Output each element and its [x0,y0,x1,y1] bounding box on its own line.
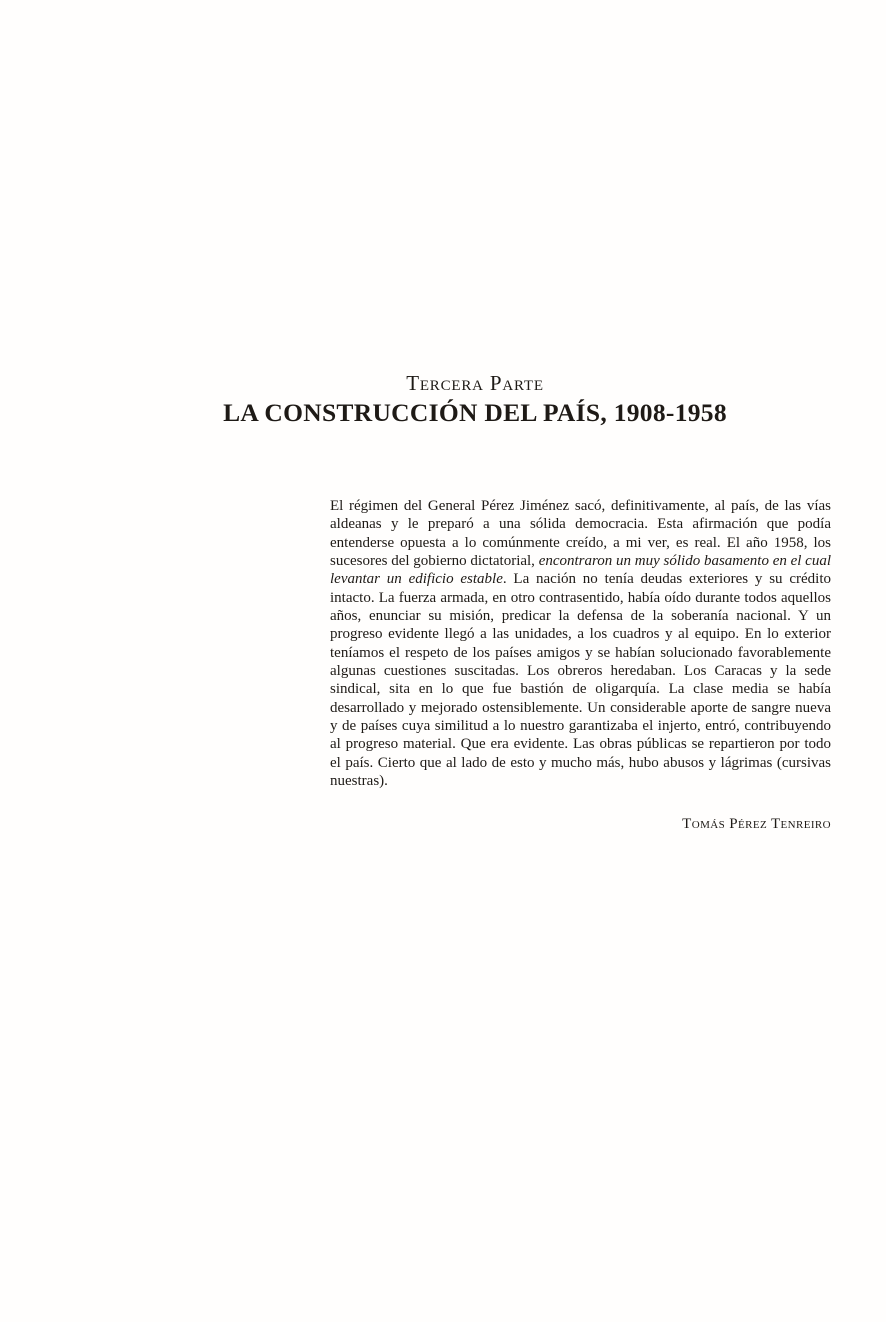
page-title: LA CONSTRUCCIÓN DEL PAÍS, 1908-1958 [223,398,727,427]
epigraph-segment-italic: encontraron un muy sólido basamento en el cual levantar un edificio estable [330,553,832,588]
epigraph-attribution: Tomás Pérez Tenreiro [682,815,831,832]
epigraph-text [330,497,831,791]
epigraph [330,497,831,833]
epigraph-segment-roman-1: El régimen del General Pérez Jiménez sacó, definitivamente, al país, de las vías aldeanas y le preparó a una sólida democracia. Esta afirmación que podía entenderse opuesta a lo comúnmente creído, a mi ver, es real. El año 1958, los sucesores del gobierno dictatorial, [330,498,831,570]
epigraph-segment-roman-2: . La nación no tenía deudas exteriores y su crédito intacto. La fuerza armada, en otro contrasentido, había oído durante todos aquellos años, enunciar su misión, predicar la defensa de la soberanía nacional. Y un progreso evidente llegó a las unidades, a los cuadros y al equipo. En lo exterior teníamos el respeto de los países amigos y se habían solucionado favorablemente algunas cuestiones suscitadas. Los obreros heredaban. Los Caracas y la sede sindical, sita en lo que fue bastión de oligarquía. La clase media se había desarrollado y mejorado ostensiblemente. Un considerable aporte de sangre nueva y de países cuya similitud a lo nuestro garantizaba el injerto, entró, contribuyendo al progreso material. Que era evidente. Las obras públicas se repartieron por todo el país. Cierto que al lado de esto y mucho más, hubo abusos y lágrimas (cursivas nuestras). [330,571,831,790]
chapter-heading [135,371,815,428]
part-label: Tercera Parte [406,371,544,395]
